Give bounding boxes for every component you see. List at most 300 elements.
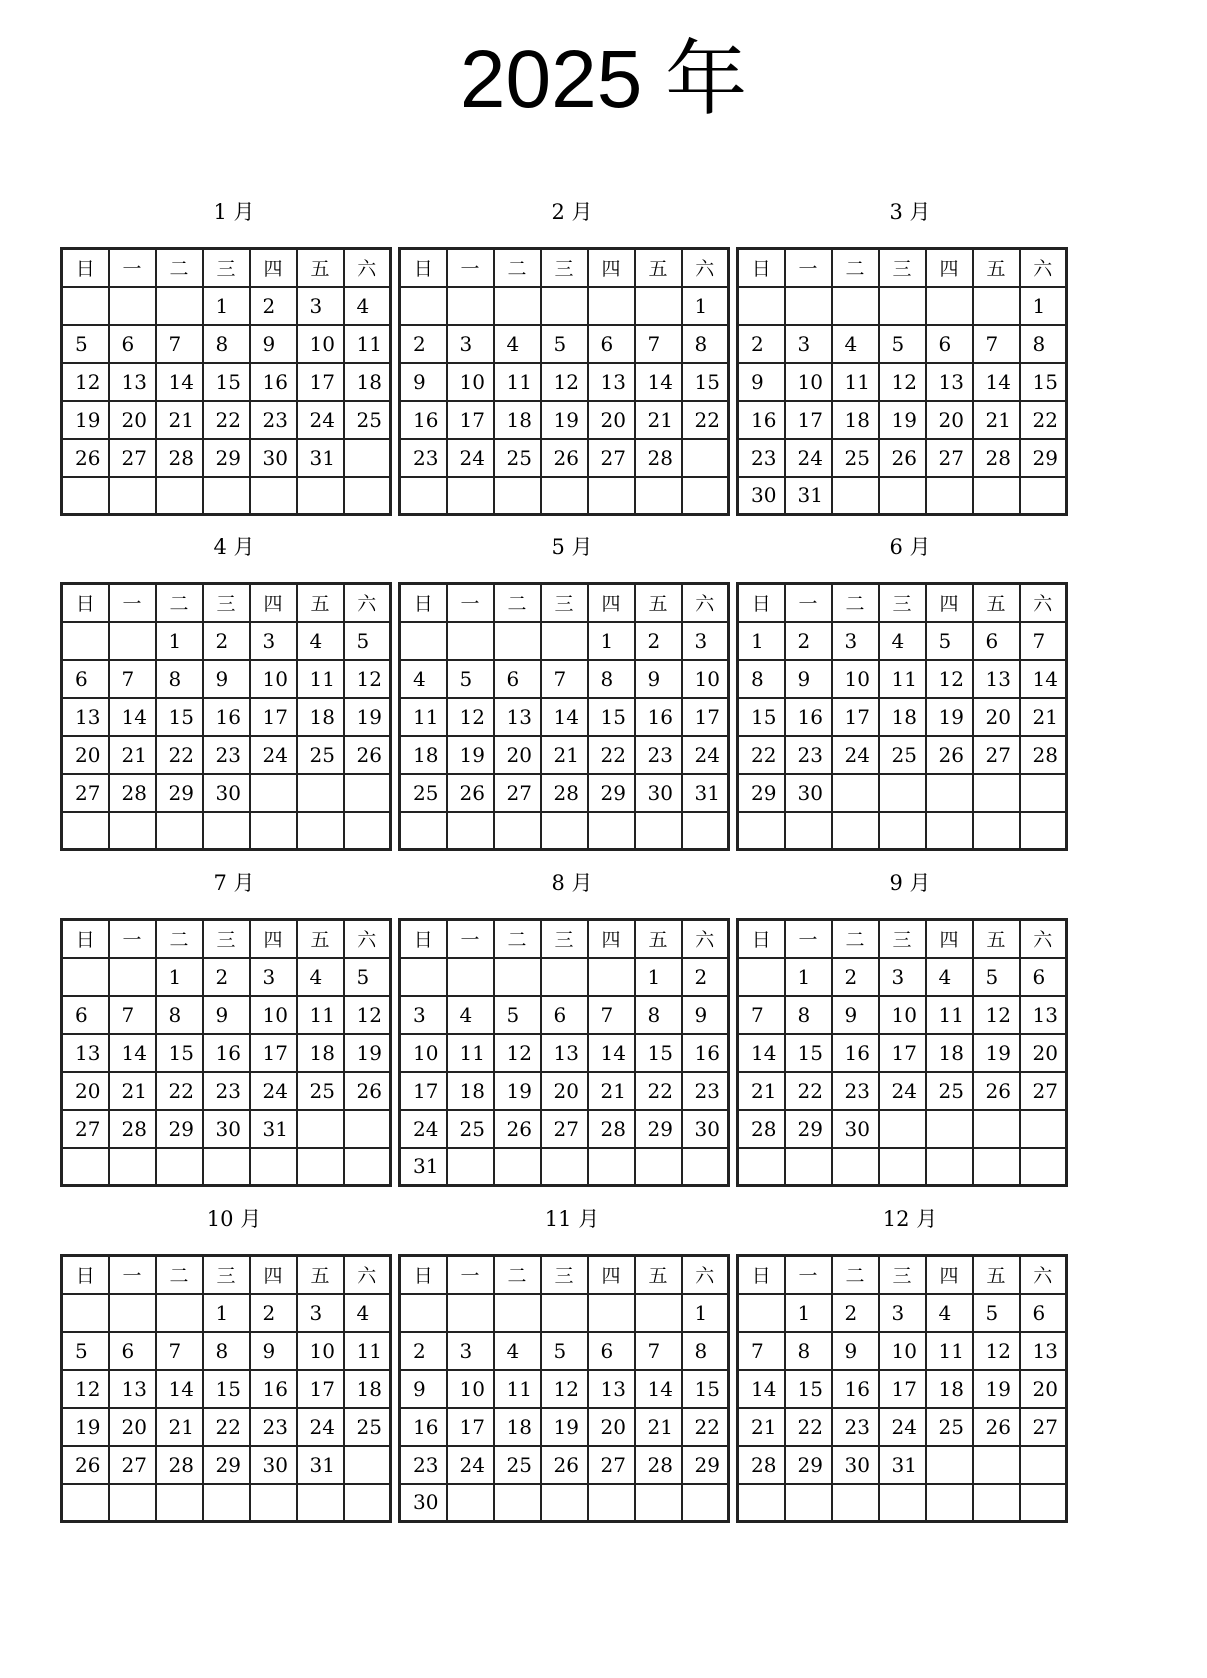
weekday-header: 五 bbox=[297, 1256, 344, 1294]
empty-cell bbox=[447, 622, 494, 660]
day-cell: 21 bbox=[635, 1408, 682, 1446]
day-cell: 20 bbox=[541, 1072, 588, 1110]
day-cell: 12 bbox=[494, 1034, 541, 1072]
day-cell: 30 bbox=[738, 477, 785, 515]
day-cell: 2 bbox=[738, 325, 785, 363]
day-cell: 9 bbox=[635, 660, 682, 698]
week-row bbox=[738, 1484, 1067, 1522]
day-cell: 26 bbox=[973, 1072, 1020, 1110]
day-cell: 18 bbox=[447, 1072, 494, 1110]
day-cell: 13 bbox=[109, 363, 156, 401]
day-cell: 1 bbox=[785, 958, 832, 996]
day-cell: 2 bbox=[785, 622, 832, 660]
week-row bbox=[400, 698, 729, 736]
weekday-header: 二 bbox=[156, 584, 203, 622]
month-table bbox=[60, 247, 392, 516]
day-cell: 15 bbox=[156, 1034, 203, 1072]
weekday-header: 四 bbox=[588, 1256, 635, 1294]
day-cell: 23 bbox=[203, 1072, 250, 1110]
empty-cell bbox=[879, 812, 926, 850]
day-cell: 21 bbox=[541, 736, 588, 774]
empty-cell bbox=[1020, 1110, 1067, 1148]
empty-cell bbox=[1020, 1148, 1067, 1186]
month-table bbox=[60, 918, 392, 1187]
empty-cell bbox=[926, 1148, 973, 1186]
week-row bbox=[62, 1370, 391, 1408]
day-cell: 10 bbox=[879, 1332, 926, 1370]
day-cell: 26 bbox=[541, 1446, 588, 1484]
day-cell: 11 bbox=[879, 660, 926, 698]
day-cell: 9 bbox=[400, 1370, 447, 1408]
month-table bbox=[736, 1254, 1068, 1523]
week-row bbox=[62, 996, 391, 1034]
empty-cell bbox=[297, 1148, 344, 1186]
weekday-header-row bbox=[62, 249, 391, 287]
day-cell: 1 bbox=[156, 622, 203, 660]
day-cell: 5 bbox=[541, 325, 588, 363]
week-row bbox=[738, 1370, 1067, 1408]
empty-cell bbox=[682, 477, 729, 515]
month-name: 5 月 bbox=[551, 535, 593, 559]
week-row bbox=[62, 958, 391, 996]
day-cell: 26 bbox=[541, 439, 588, 477]
day-cell: 7 bbox=[588, 996, 635, 1034]
day-cell: 17 bbox=[250, 698, 297, 736]
day-cell: 20 bbox=[494, 736, 541, 774]
day-cell: 16 bbox=[832, 1370, 879, 1408]
week-row bbox=[738, 1110, 1067, 1148]
day-cell: 18 bbox=[297, 698, 344, 736]
month-table bbox=[398, 1254, 730, 1523]
day-cell: 26 bbox=[973, 1408, 1020, 1446]
empty-cell bbox=[1020, 812, 1067, 850]
day-cell: 4 bbox=[926, 958, 973, 996]
day-cell: 15 bbox=[203, 1370, 250, 1408]
day-cell: 5 bbox=[344, 622, 391, 660]
day-cell: 27 bbox=[109, 1446, 156, 1484]
day-cell: 16 bbox=[682, 1034, 729, 1072]
empty-cell bbox=[447, 1294, 494, 1332]
month-table bbox=[736, 582, 1068, 851]
day-cell: 27 bbox=[541, 1110, 588, 1148]
empty-cell bbox=[62, 958, 109, 996]
day-cell: 30 bbox=[203, 774, 250, 812]
day-cell: 2 bbox=[250, 287, 297, 325]
day-cell: 3 bbox=[682, 622, 729, 660]
day-cell: 12 bbox=[344, 660, 391, 698]
day-cell: 31 bbox=[682, 774, 729, 812]
month-calendar bbox=[736, 532, 1084, 832]
empty-cell bbox=[879, 1148, 926, 1186]
week-row bbox=[400, 1294, 729, 1332]
day-cell: 22 bbox=[1020, 401, 1067, 439]
day-cell: 1 bbox=[203, 287, 250, 325]
day-cell: 8 bbox=[1020, 325, 1067, 363]
day-cell: 15 bbox=[156, 698, 203, 736]
month-table bbox=[398, 247, 730, 516]
day-cell: 7 bbox=[973, 325, 1020, 363]
day-cell: 6 bbox=[62, 996, 109, 1034]
day-cell: 9 bbox=[250, 325, 297, 363]
empty-cell bbox=[156, 1294, 203, 1332]
empty-cell bbox=[541, 287, 588, 325]
weekday-header: 二 bbox=[832, 249, 879, 287]
day-cell: 3 bbox=[250, 622, 297, 660]
month-name: 6 月 bbox=[889, 535, 931, 559]
weekday-header: 二 bbox=[832, 1256, 879, 1294]
week-row bbox=[62, 439, 391, 477]
weekday-header: 三 bbox=[203, 920, 250, 958]
day-cell: 27 bbox=[588, 1446, 635, 1484]
day-cell: 15 bbox=[203, 363, 250, 401]
empty-cell bbox=[109, 958, 156, 996]
day-cell: 1 bbox=[682, 1294, 729, 1332]
day-cell: 18 bbox=[926, 1034, 973, 1072]
day-cell: 28 bbox=[156, 1446, 203, 1484]
week-row bbox=[400, 1408, 729, 1446]
page-title: 2025 年 bbox=[459, 34, 748, 125]
day-cell: 28 bbox=[973, 439, 1020, 477]
weekday-header: 日 bbox=[62, 920, 109, 958]
day-cell: 11 bbox=[494, 363, 541, 401]
empty-cell bbox=[785, 812, 832, 850]
week-row bbox=[62, 622, 391, 660]
day-cell: 29 bbox=[635, 1110, 682, 1148]
day-cell: 17 bbox=[879, 1034, 926, 1072]
weekday-header: 二 bbox=[494, 584, 541, 622]
empty-cell bbox=[588, 1148, 635, 1186]
day-cell: 29 bbox=[738, 774, 785, 812]
day-cell: 6 bbox=[109, 325, 156, 363]
empty-cell bbox=[447, 477, 494, 515]
weekday-header-row bbox=[62, 1256, 391, 1294]
weekday-header-row bbox=[738, 1256, 1067, 1294]
week-row bbox=[400, 363, 729, 401]
week-row bbox=[62, 774, 391, 812]
month-calendar bbox=[398, 1204, 746, 1515]
empty-cell bbox=[156, 812, 203, 850]
day-cell: 20 bbox=[588, 401, 635, 439]
weekday-header-row bbox=[62, 920, 391, 958]
weekday-header: 六 bbox=[344, 920, 391, 958]
day-cell: 25 bbox=[297, 1072, 344, 1110]
empty-cell bbox=[541, 622, 588, 660]
weekday-header-row bbox=[400, 584, 729, 622]
day-cell: 14 bbox=[156, 363, 203, 401]
day-cell: 30 bbox=[682, 1110, 729, 1148]
day-cell: 16 bbox=[785, 698, 832, 736]
day-cell: 12 bbox=[973, 996, 1020, 1034]
empty-cell bbox=[297, 812, 344, 850]
week-row bbox=[400, 477, 729, 515]
week-row bbox=[738, 622, 1067, 660]
month-calendar bbox=[736, 868, 1084, 1168]
empty-cell bbox=[297, 1110, 344, 1148]
empty-cell bbox=[785, 1484, 832, 1522]
day-cell: 7 bbox=[109, 660, 156, 698]
day-cell: 28 bbox=[738, 1446, 785, 1484]
empty-cell bbox=[447, 1148, 494, 1186]
day-cell: 4 bbox=[297, 622, 344, 660]
day-cell: 23 bbox=[738, 439, 785, 477]
day-cell: 22 bbox=[156, 1072, 203, 1110]
day-cell: 26 bbox=[879, 439, 926, 477]
day-cell: 8 bbox=[738, 660, 785, 698]
day-cell: 16 bbox=[203, 1034, 250, 1072]
day-cell: 13 bbox=[62, 1034, 109, 1072]
empty-cell bbox=[926, 812, 973, 850]
day-cell: 26 bbox=[494, 1110, 541, 1148]
empty-cell bbox=[973, 287, 1020, 325]
month-calendar bbox=[398, 532, 746, 832]
weekday-header: 五 bbox=[973, 920, 1020, 958]
weekday-header-row bbox=[738, 249, 1067, 287]
day-cell: 31 bbox=[785, 477, 832, 515]
weekday-header: 日 bbox=[738, 584, 785, 622]
weekday-header: 一 bbox=[447, 1256, 494, 1294]
day-cell: 1 bbox=[156, 958, 203, 996]
day-cell: 22 bbox=[785, 1408, 832, 1446]
day-cell: 31 bbox=[250, 1110, 297, 1148]
week-row bbox=[62, 325, 391, 363]
week-row bbox=[62, 1484, 391, 1522]
month-calendar bbox=[60, 868, 408, 1168]
day-cell: 19 bbox=[344, 1034, 391, 1072]
day-cell: 7 bbox=[541, 660, 588, 698]
day-cell: 13 bbox=[109, 1370, 156, 1408]
day-cell: 16 bbox=[250, 1370, 297, 1408]
day-cell: 3 bbox=[832, 622, 879, 660]
day-cell: 2 bbox=[635, 622, 682, 660]
day-cell: 20 bbox=[1020, 1034, 1067, 1072]
day-cell: 8 bbox=[156, 660, 203, 698]
weekday-header: 二 bbox=[832, 584, 879, 622]
day-cell: 4 bbox=[832, 325, 879, 363]
month-name: 9 月 bbox=[889, 871, 931, 895]
empty-cell bbox=[635, 287, 682, 325]
empty-cell bbox=[879, 477, 926, 515]
day-cell: 4 bbox=[879, 622, 926, 660]
day-cell: 27 bbox=[973, 736, 1020, 774]
weekday-header: 四 bbox=[926, 584, 973, 622]
weekday-header: 三 bbox=[203, 249, 250, 287]
day-cell: 5 bbox=[62, 1332, 109, 1370]
day-cell: 23 bbox=[250, 401, 297, 439]
day-cell: 1 bbox=[682, 287, 729, 325]
day-cell: 22 bbox=[156, 736, 203, 774]
day-cell: 31 bbox=[400, 1148, 447, 1186]
day-cell: 7 bbox=[1020, 622, 1067, 660]
month-calendar bbox=[60, 197, 408, 497]
day-cell: 15 bbox=[738, 698, 785, 736]
weekday-header: 三 bbox=[541, 584, 588, 622]
weekday-header: 二 bbox=[494, 249, 541, 287]
weekday-header: 日 bbox=[400, 584, 447, 622]
day-cell: 12 bbox=[541, 1370, 588, 1408]
day-cell: 2 bbox=[203, 622, 250, 660]
day-cell: 14 bbox=[973, 363, 1020, 401]
weekday-header: 一 bbox=[109, 1256, 156, 1294]
empty-cell bbox=[738, 1294, 785, 1332]
day-cell: 24 bbox=[447, 1446, 494, 1484]
day-cell: 17 bbox=[250, 1034, 297, 1072]
day-cell: 7 bbox=[635, 325, 682, 363]
week-row bbox=[738, 325, 1067, 363]
day-cell: 11 bbox=[297, 660, 344, 698]
empty-cell bbox=[203, 1484, 250, 1522]
day-cell: 7 bbox=[156, 325, 203, 363]
month-name: 7 月 bbox=[213, 871, 255, 895]
weekday-header: 三 bbox=[541, 1256, 588, 1294]
day-cell: 7 bbox=[109, 996, 156, 1034]
empty-cell bbox=[588, 287, 635, 325]
day-cell: 3 bbox=[879, 958, 926, 996]
day-cell: 11 bbox=[926, 1332, 973, 1370]
empty-cell bbox=[541, 1484, 588, 1522]
empty-cell bbox=[682, 1484, 729, 1522]
day-cell: 30 bbox=[635, 774, 682, 812]
day-cell: 11 bbox=[344, 1332, 391, 1370]
day-cell: 28 bbox=[156, 439, 203, 477]
day-cell: 16 bbox=[400, 1408, 447, 1446]
week-row bbox=[400, 660, 729, 698]
week-row bbox=[738, 477, 1067, 515]
month-name: 3 月 bbox=[889, 200, 931, 224]
weekday-header: 二 bbox=[832, 920, 879, 958]
day-cell: 15 bbox=[785, 1370, 832, 1408]
day-cell: 1 bbox=[635, 958, 682, 996]
day-cell: 9 bbox=[738, 363, 785, 401]
empty-cell bbox=[156, 1484, 203, 1522]
day-cell: 9 bbox=[832, 996, 879, 1034]
day-cell: 29 bbox=[156, 1110, 203, 1148]
empty-cell bbox=[832, 477, 879, 515]
weekday-header: 三 bbox=[879, 920, 926, 958]
day-cell: 29 bbox=[203, 1446, 250, 1484]
weekday-header: 三 bbox=[879, 1256, 926, 1294]
day-cell: 25 bbox=[494, 1446, 541, 1484]
weekday-header: 四 bbox=[250, 1256, 297, 1294]
day-cell: 24 bbox=[447, 439, 494, 477]
weekday-header: 五 bbox=[973, 584, 1020, 622]
day-cell: 6 bbox=[541, 996, 588, 1034]
day-cell: 14 bbox=[738, 1034, 785, 1072]
day-cell: 8 bbox=[785, 996, 832, 1034]
week-row bbox=[738, 1034, 1067, 1072]
day-cell: 25 bbox=[879, 736, 926, 774]
week-row bbox=[62, 1072, 391, 1110]
empty-cell bbox=[832, 774, 879, 812]
week-row bbox=[738, 958, 1067, 996]
empty-cell bbox=[832, 1484, 879, 1522]
day-cell: 20 bbox=[926, 401, 973, 439]
day-cell: 12 bbox=[447, 698, 494, 736]
day-cell: 3 bbox=[400, 996, 447, 1034]
day-cell: 29 bbox=[588, 774, 635, 812]
day-cell: 21 bbox=[156, 1408, 203, 1446]
day-cell: 23 bbox=[682, 1072, 729, 1110]
day-cell: 27 bbox=[494, 774, 541, 812]
empty-cell bbox=[494, 1484, 541, 1522]
empty-cell bbox=[62, 1294, 109, 1332]
empty-cell bbox=[785, 287, 832, 325]
day-cell: 28 bbox=[738, 1110, 785, 1148]
day-cell: 11 bbox=[344, 325, 391, 363]
day-cell: 5 bbox=[973, 958, 1020, 996]
day-cell: 25 bbox=[400, 774, 447, 812]
empty-cell bbox=[447, 812, 494, 850]
day-cell: 24 bbox=[879, 1072, 926, 1110]
empty-cell bbox=[738, 287, 785, 325]
day-cell: 10 bbox=[297, 325, 344, 363]
weekday-header: 日 bbox=[400, 920, 447, 958]
day-cell: 14 bbox=[109, 1034, 156, 1072]
day-cell: 10 bbox=[832, 660, 879, 698]
weekday-header: 六 bbox=[682, 920, 729, 958]
day-cell: 22 bbox=[635, 1072, 682, 1110]
weekday-header: 一 bbox=[109, 249, 156, 287]
day-cell: 17 bbox=[400, 1072, 447, 1110]
weekday-header: 四 bbox=[250, 249, 297, 287]
day-cell: 26 bbox=[926, 736, 973, 774]
day-cell: 6 bbox=[973, 622, 1020, 660]
day-cell: 23 bbox=[832, 1408, 879, 1446]
day-cell: 5 bbox=[926, 622, 973, 660]
day-cell: 15 bbox=[588, 698, 635, 736]
day-cell: 8 bbox=[203, 325, 250, 363]
day-cell: 10 bbox=[250, 660, 297, 698]
day-cell: 28 bbox=[109, 774, 156, 812]
day-cell: 10 bbox=[447, 363, 494, 401]
day-cell: 15 bbox=[635, 1034, 682, 1072]
week-row bbox=[738, 660, 1067, 698]
week-row bbox=[62, 698, 391, 736]
day-cell: 11 bbox=[494, 1370, 541, 1408]
week-row bbox=[62, 1446, 391, 1484]
day-cell: 5 bbox=[879, 325, 926, 363]
empty-cell bbox=[62, 622, 109, 660]
week-row bbox=[400, 1332, 729, 1370]
day-cell: 13 bbox=[541, 1034, 588, 1072]
day-cell: 23 bbox=[203, 736, 250, 774]
empty-cell bbox=[250, 774, 297, 812]
weekday-header: 六 bbox=[1020, 249, 1067, 287]
day-cell: 23 bbox=[250, 1408, 297, 1446]
day-cell: 19 bbox=[62, 401, 109, 439]
month-name: 11 月 bbox=[544, 1207, 600, 1231]
day-cell: 1 bbox=[588, 622, 635, 660]
day-cell: 27 bbox=[926, 439, 973, 477]
day-cell: 25 bbox=[832, 439, 879, 477]
week-row bbox=[62, 1110, 391, 1148]
day-cell: 17 bbox=[785, 401, 832, 439]
day-cell: 18 bbox=[494, 401, 541, 439]
day-cell: 20 bbox=[1020, 1370, 1067, 1408]
month-table bbox=[736, 918, 1068, 1187]
empty-cell bbox=[494, 1148, 541, 1186]
day-cell: 13 bbox=[1020, 1332, 1067, 1370]
weekday-header: 六 bbox=[344, 249, 391, 287]
week-row bbox=[738, 774, 1067, 812]
week-row bbox=[400, 622, 729, 660]
day-cell: 9 bbox=[203, 660, 250, 698]
weekday-header-row bbox=[62, 584, 391, 622]
day-cell: 10 bbox=[297, 1332, 344, 1370]
day-cell: 24 bbox=[879, 1408, 926, 1446]
day-cell: 15 bbox=[785, 1034, 832, 1072]
weekday-header: 五 bbox=[635, 1256, 682, 1294]
empty-cell bbox=[297, 1484, 344, 1522]
